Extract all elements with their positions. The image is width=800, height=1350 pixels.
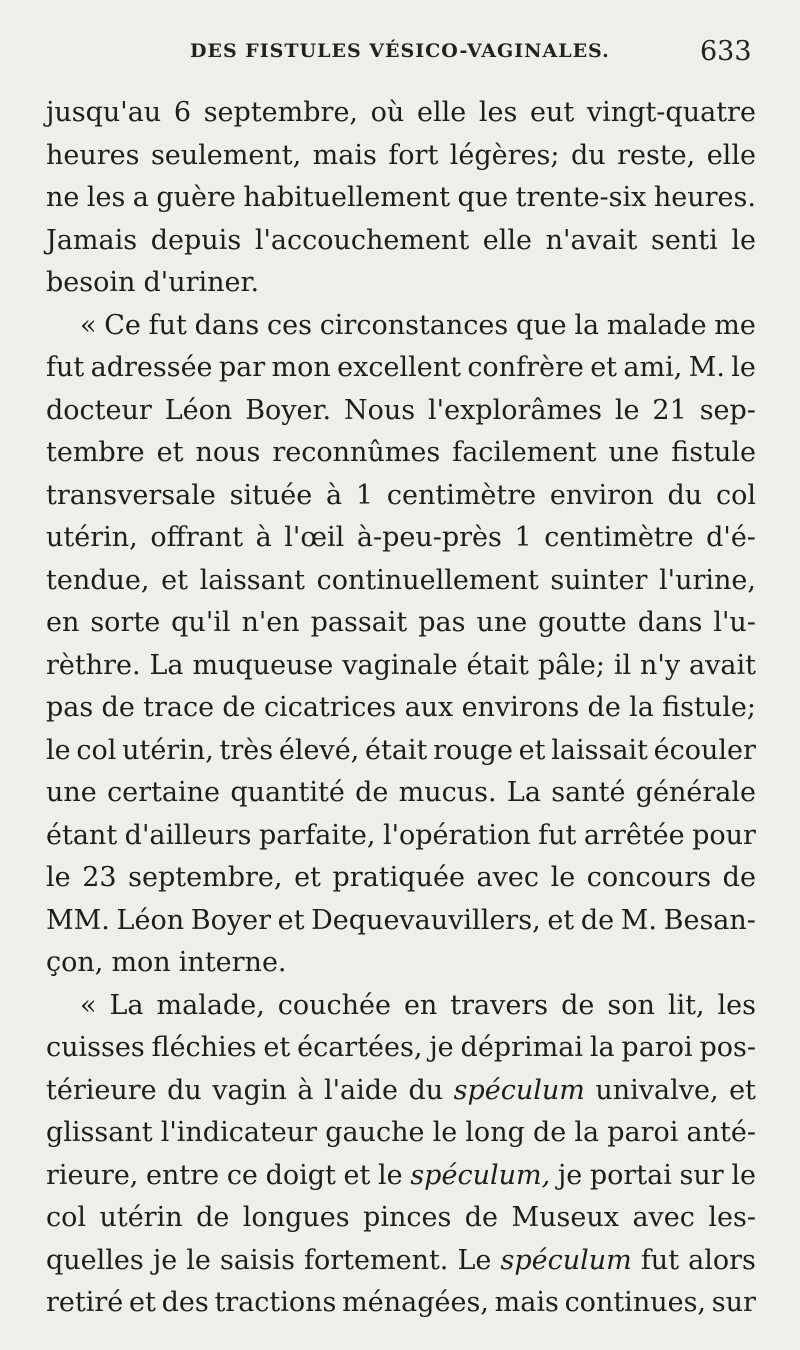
text-line bbox=[46, 1197, 756, 1240]
word: le bbox=[731, 224, 756, 256]
word: térieure bbox=[46, 1074, 157, 1106]
word: col bbox=[76, 734, 117, 766]
word: fut bbox=[46, 352, 85, 383]
word: avait bbox=[689, 649, 756, 681]
word: fléchies bbox=[151, 1032, 257, 1063]
word: M. bbox=[688, 352, 725, 383]
word: continues, bbox=[564, 1287, 707, 1318]
word: tractions bbox=[214, 1287, 337, 1318]
word: le bbox=[614, 394, 640, 426]
word: de bbox=[561, 989, 595, 1021]
word: je bbox=[152, 1244, 178, 1276]
word: travers bbox=[450, 989, 549, 1021]
word: arrêtée bbox=[583, 819, 685, 851]
word: fistule bbox=[671, 437, 756, 468]
word: et bbox=[263, 1032, 291, 1063]
word: l'indicateur bbox=[160, 1117, 318, 1148]
text-line bbox=[46, 1282, 756, 1325]
word: sur bbox=[711, 1287, 756, 1318]
word: pinces bbox=[363, 1202, 452, 1233]
word: goutte bbox=[538, 607, 627, 638]
word: quelles bbox=[46, 1244, 144, 1276]
word: Léon bbox=[116, 904, 185, 936]
word: ménagées, bbox=[342, 1287, 489, 1318]
word: du bbox=[408, 1074, 444, 1106]
word: glissant bbox=[46, 1117, 153, 1148]
word: à bbox=[297, 1074, 314, 1106]
word: une bbox=[46, 777, 97, 808]
word: gauche bbox=[325, 1117, 425, 1148]
word: docteur bbox=[46, 394, 152, 426]
word: en bbox=[403, 989, 438, 1021]
text-line bbox=[46, 517, 756, 560]
text-line bbox=[46, 1112, 756, 1155]
word: vagin bbox=[212, 1074, 287, 1106]
word: spéculum bbox=[500, 1244, 632, 1276]
word: 1 bbox=[514, 522, 532, 553]
word: le bbox=[550, 862, 576, 893]
text-line bbox=[46, 347, 756, 390]
word: spéculum bbox=[453, 1074, 585, 1106]
word: avec bbox=[476, 862, 539, 893]
word: l'accouchement bbox=[254, 224, 470, 256]
text-line bbox=[46, 900, 756, 943]
text-line bbox=[46, 432, 756, 475]
word: légères; bbox=[449, 139, 560, 171]
word: Boyer bbox=[190, 904, 271, 936]
word: une bbox=[476, 607, 528, 638]
text-line bbox=[46, 985, 756, 1028]
word: col bbox=[715, 479, 756, 511]
running-title: DES FISTULES VÉSICO-VAGINALES. bbox=[190, 40, 610, 62]
word: vaginale bbox=[342, 649, 458, 681]
word: alors bbox=[688, 1244, 756, 1276]
word: laissant bbox=[199, 564, 305, 596]
body-text bbox=[46, 92, 756, 1325]
word: et bbox=[161, 564, 188, 596]
word: fut bbox=[538, 819, 577, 851]
word: d'uriner. bbox=[143, 267, 260, 298]
word: écouler bbox=[653, 734, 756, 766]
word: ne bbox=[46, 182, 80, 213]
word: pâle; bbox=[537, 649, 605, 681]
word: sorte bbox=[90, 607, 161, 638]
word: l'urine, bbox=[659, 564, 756, 596]
word: tembre bbox=[46, 437, 145, 468]
word: par bbox=[218, 352, 266, 383]
text-line bbox=[46, 1240, 756, 1283]
word: du bbox=[667, 479, 703, 511]
word: en bbox=[46, 607, 80, 638]
text-line bbox=[46, 687, 756, 730]
word: fort bbox=[388, 139, 439, 171]
text-line bbox=[46, 730, 756, 773]
word: mon bbox=[111, 947, 171, 978]
word: de bbox=[580, 904, 615, 936]
word: son bbox=[607, 989, 655, 1021]
word: étant bbox=[46, 819, 118, 851]
text-line bbox=[46, 1070, 756, 1113]
word: malade, bbox=[156, 989, 265, 1021]
word: elle bbox=[416, 97, 467, 128]
word: la bbox=[574, 309, 600, 341]
word: facilement bbox=[452, 437, 597, 468]
text-line bbox=[46, 942, 756, 985]
word: la bbox=[629, 692, 654, 723]
word: ce bbox=[226, 1159, 258, 1191]
word: fut bbox=[640, 1244, 680, 1276]
text-line bbox=[46, 177, 756, 220]
word: n'y bbox=[640, 649, 681, 681]
word: mucus. bbox=[398, 777, 497, 808]
text-line bbox=[46, 772, 756, 815]
word: « bbox=[80, 309, 97, 341]
word: de bbox=[101, 692, 135, 723]
word: sep- bbox=[699, 394, 756, 426]
word: circonstances bbox=[319, 309, 509, 341]
word: centimètre bbox=[544, 522, 694, 553]
word: le bbox=[731, 352, 756, 383]
word: laissait bbox=[551, 734, 648, 766]
word: le bbox=[186, 1244, 211, 1276]
word: pas bbox=[418, 607, 466, 638]
word: me bbox=[714, 309, 756, 341]
word: pos- bbox=[699, 1032, 756, 1063]
word: d'ailleurs bbox=[124, 819, 252, 851]
word: de bbox=[587, 692, 621, 723]
word: Le bbox=[457, 1244, 492, 1276]
word: rèthre. bbox=[46, 649, 141, 681]
word: malade bbox=[606, 309, 707, 341]
word: n'avait bbox=[545, 224, 638, 256]
word: septembre, bbox=[128, 862, 283, 893]
word: transversale bbox=[46, 479, 216, 511]
word: Dequevauvillers, bbox=[311, 904, 541, 936]
word: 6 bbox=[173, 97, 192, 128]
word: où bbox=[370, 97, 405, 128]
word: trente-six bbox=[515, 182, 647, 213]
word: jusqu'au bbox=[46, 97, 162, 128]
word: paroi bbox=[621, 1032, 693, 1063]
word: avec bbox=[632, 1202, 695, 1233]
word: muqueuse bbox=[192, 649, 334, 681]
word: mais bbox=[312, 139, 377, 171]
word: utérin, bbox=[46, 522, 138, 553]
word: fut bbox=[148, 309, 187, 341]
word: dans bbox=[194, 309, 260, 341]
text-line bbox=[46, 390, 756, 433]
word: et bbox=[156, 437, 184, 468]
word: les- bbox=[708, 1202, 756, 1233]
word: reste, bbox=[617, 139, 696, 171]
word: doigt bbox=[265, 1159, 336, 1191]
word: « bbox=[80, 989, 97, 1021]
page-header bbox=[0, 36, 800, 70]
word: de bbox=[222, 692, 256, 723]
word: nous bbox=[195, 437, 261, 468]
word: et bbox=[547, 904, 575, 936]
word: offrant bbox=[150, 522, 243, 553]
word: écartées, bbox=[297, 1032, 423, 1063]
word: environ bbox=[549, 479, 654, 511]
word: élevé, bbox=[278, 734, 360, 766]
word: de bbox=[355, 777, 389, 808]
word: Nous bbox=[343, 394, 416, 426]
word: du bbox=[570, 139, 606, 171]
word: 21 bbox=[652, 394, 687, 426]
word: aux bbox=[404, 692, 454, 723]
word: tendue, bbox=[46, 564, 150, 596]
word: de bbox=[532, 1117, 567, 1148]
word: besoin bbox=[46, 267, 136, 298]
word: et bbox=[518, 734, 546, 766]
word: concours bbox=[586, 862, 712, 893]
word: quantité bbox=[230, 777, 345, 808]
word: saisis bbox=[219, 1244, 295, 1276]
word: à-peu-près bbox=[356, 522, 502, 553]
word: de bbox=[722, 862, 756, 893]
word: reconnûmes bbox=[272, 437, 441, 468]
word: les bbox=[717, 989, 756, 1021]
word: pratiquée bbox=[332, 862, 465, 893]
word: elle bbox=[482, 224, 533, 256]
word: senti bbox=[651, 224, 718, 256]
word: la bbox=[589, 1032, 615, 1063]
word: environs bbox=[461, 692, 580, 723]
word: seulement, bbox=[150, 139, 302, 171]
word: entre bbox=[146, 1159, 220, 1191]
word: de bbox=[196, 1202, 230, 1233]
word: a bbox=[132, 182, 149, 213]
word: confrère bbox=[467, 352, 584, 383]
word: était bbox=[364, 734, 428, 766]
word: col bbox=[46, 1202, 87, 1233]
word: et bbox=[129, 1287, 156, 1318]
text-line bbox=[46, 305, 756, 348]
word: l'aide bbox=[323, 1074, 399, 1106]
word: je bbox=[557, 1159, 583, 1191]
word: d'é- bbox=[706, 522, 756, 553]
word: pas bbox=[46, 692, 94, 723]
word: une bbox=[608, 437, 660, 468]
word: le bbox=[46, 734, 71, 766]
word: fistule; bbox=[662, 692, 756, 723]
word: située bbox=[229, 479, 313, 511]
word: mon bbox=[271, 352, 331, 383]
word: mais bbox=[494, 1287, 559, 1318]
word: elle bbox=[706, 139, 756, 171]
word: depuis bbox=[150, 224, 242, 256]
word: Léon bbox=[164, 394, 233, 426]
word: la bbox=[574, 1117, 600, 1148]
word: lit, bbox=[667, 989, 705, 1021]
word: sur bbox=[679, 1159, 724, 1191]
word: paroi bbox=[607, 1117, 679, 1148]
word: couchée bbox=[277, 989, 391, 1021]
word: il bbox=[613, 649, 632, 681]
word: certaine bbox=[107, 777, 221, 808]
word: 1 bbox=[355, 479, 374, 511]
word: que bbox=[516, 309, 567, 341]
text-line bbox=[46, 262, 756, 305]
word: heures. bbox=[653, 182, 756, 213]
word: La bbox=[506, 777, 541, 808]
word: n'en bbox=[241, 607, 300, 638]
word: interne. bbox=[178, 947, 287, 978]
word: le bbox=[378, 1159, 403, 1191]
word: excellent bbox=[337, 352, 461, 383]
word: long bbox=[465, 1117, 525, 1148]
word: portai bbox=[589, 1159, 672, 1191]
word: parfaite, bbox=[259, 819, 376, 851]
word: et bbox=[343, 1159, 371, 1191]
word: anté- bbox=[686, 1117, 756, 1148]
word: septembre, bbox=[203, 97, 359, 128]
word: et bbox=[729, 1074, 756, 1106]
word: à bbox=[255, 522, 272, 553]
word: dans bbox=[637, 607, 703, 638]
word: spéculum, bbox=[410, 1159, 551, 1191]
word: cicatrices bbox=[263, 692, 397, 723]
word: le bbox=[432, 1117, 458, 1148]
text-line bbox=[46, 857, 756, 900]
word: Museux bbox=[511, 1202, 619, 1233]
word: l'explorâmes bbox=[428, 394, 602, 426]
text-line bbox=[46, 602, 756, 645]
word: guère bbox=[156, 182, 236, 213]
word: eut bbox=[530, 97, 575, 128]
word: de bbox=[464, 1202, 499, 1233]
text-line bbox=[46, 1155, 756, 1198]
word: et bbox=[590, 352, 618, 383]
word: Ce bbox=[104, 309, 141, 341]
word: ces bbox=[266, 309, 312, 341]
word: à bbox=[326, 479, 343, 511]
word: cuisses bbox=[46, 1032, 145, 1063]
word: l'u- bbox=[713, 607, 756, 638]
word: MM. bbox=[46, 904, 110, 936]
word: Besan- bbox=[663, 904, 756, 936]
word: santé bbox=[551, 777, 626, 808]
word: générale bbox=[635, 777, 756, 808]
text-line bbox=[46, 560, 756, 603]
word: que bbox=[457, 182, 509, 213]
word: des bbox=[161, 1287, 209, 1318]
text-line bbox=[46, 135, 756, 178]
page-number: 633 bbox=[700, 36, 752, 67]
word: l'opération bbox=[382, 819, 531, 851]
word: 23 bbox=[82, 862, 117, 893]
word: continuellement bbox=[316, 564, 539, 596]
word: fortement. bbox=[304, 1244, 449, 1276]
word: utérin, bbox=[122, 734, 214, 766]
word: qu'il bbox=[171, 607, 231, 638]
word: pour bbox=[692, 819, 756, 851]
word: le bbox=[46, 862, 71, 893]
word: Jamais bbox=[46, 224, 138, 256]
word: heures bbox=[46, 139, 140, 171]
word: et bbox=[277, 904, 305, 936]
word: ami, bbox=[623, 352, 683, 383]
word: le bbox=[731, 1159, 756, 1191]
word: retiré bbox=[46, 1287, 124, 1318]
word: l'œil bbox=[284, 522, 345, 553]
word: çon, bbox=[46, 947, 104, 978]
word: habituellement bbox=[243, 182, 451, 213]
word: et bbox=[294, 862, 321, 893]
word: rieure, bbox=[46, 1159, 139, 1191]
word: déprimai bbox=[460, 1032, 583, 1063]
word: passait bbox=[310, 607, 408, 638]
word: longues bbox=[242, 1202, 350, 1233]
word: vingt-quatre bbox=[586, 97, 756, 128]
text-line bbox=[46, 1027, 756, 1070]
word: je bbox=[429, 1032, 454, 1063]
word: du bbox=[167, 1074, 202, 1106]
word: suinter bbox=[550, 564, 648, 596]
word: La bbox=[109, 989, 144, 1021]
word: centimètre bbox=[386, 479, 537, 511]
text-line bbox=[46, 220, 756, 263]
word: très bbox=[219, 734, 274, 766]
text-line bbox=[46, 815, 756, 858]
word: Boyer. bbox=[245, 394, 332, 426]
word: adressée bbox=[90, 352, 213, 383]
word: les bbox=[86, 182, 126, 213]
word: La bbox=[149, 649, 184, 681]
word: les bbox=[478, 97, 518, 128]
text-line bbox=[46, 475, 756, 518]
text-line bbox=[46, 92, 756, 135]
word: univalve, bbox=[595, 1074, 719, 1106]
word: utérin bbox=[99, 1202, 183, 1233]
word: M. bbox=[620, 904, 657, 936]
text-line bbox=[46, 645, 756, 688]
word: trace bbox=[143, 692, 215, 723]
word: était bbox=[466, 649, 529, 681]
word: rouge bbox=[433, 734, 513, 766]
